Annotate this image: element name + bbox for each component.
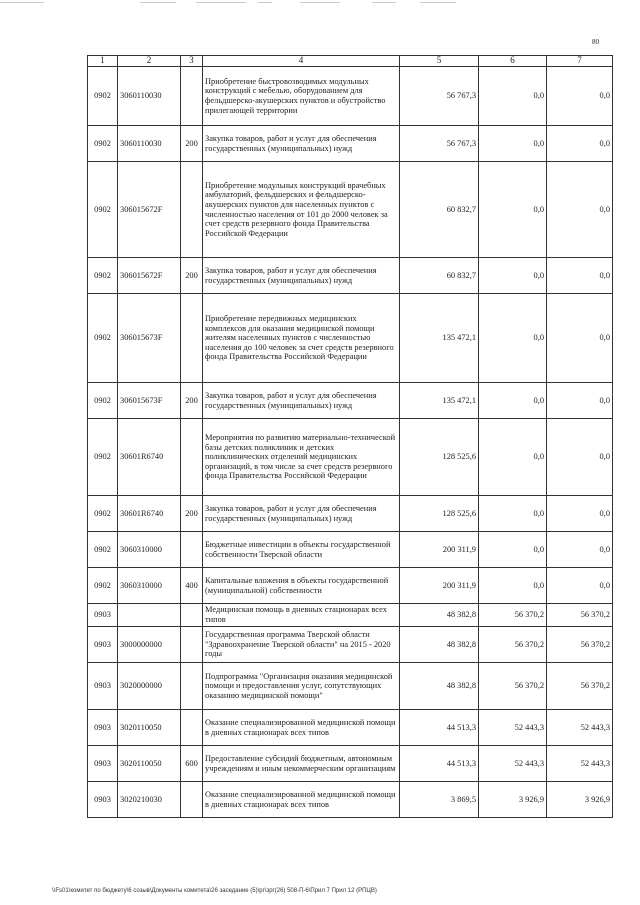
description-cell: Капитальные вложения в объекты государственной (муниципальной) собственности bbox=[203, 568, 400, 604]
section-code-cell: 0903 bbox=[88, 663, 118, 710]
target-article-cell: 3060110030 bbox=[118, 126, 181, 162]
page-number: 80 bbox=[592, 38, 599, 46]
amount-col7-cell: 0,0 bbox=[547, 162, 613, 258]
description-cell: Оказание специализированной медицинской помощи в дневных стационарах всех типов bbox=[203, 782, 400, 818]
description-cell: Приобретение модульных конструкций врачебных амбулаторий, фельдшерских и фельдшерско-акушерских пунктов для населенных пунктов с численностью населения от 101 до 2000 человек за счет средств резервного фонда Правительства Российской Федерации bbox=[203, 162, 400, 258]
description-cell: Закупка товаров, работ и услуг для обеспечения государственных (муниципальных) нужд bbox=[203, 258, 400, 294]
amount-col5-cell: 3 869,5 bbox=[400, 782, 479, 818]
expense-type-cell bbox=[181, 663, 203, 710]
column-header: 2 bbox=[118, 56, 181, 67]
section-code-cell: 0902 bbox=[88, 419, 118, 496]
amount-col5-cell: 56 767,3 bbox=[400, 67, 479, 126]
target-article-cell: 3020000000 bbox=[118, 663, 181, 710]
section-code-cell: 0903 bbox=[88, 746, 118, 782]
section-code-cell: 0902 bbox=[88, 568, 118, 604]
description-cell: Мероприятия по развитию материально-технической базы детских поликлиник и детских поликлинических отделений медицинских организаций, в том числе за счет средств резервного фонда Правительства Российской Федерации bbox=[203, 419, 400, 496]
target-article-cell: 306015673F bbox=[118, 294, 181, 383]
expense-type-cell bbox=[181, 782, 203, 818]
amount-col5-cell: 128 525,6 bbox=[400, 496, 479, 532]
section-code-cell: 0902 bbox=[88, 294, 118, 383]
description-cell: Закупка товаров, работ и услуг для обеспечения государственных (муниципальных) нужд bbox=[203, 496, 400, 532]
expense-type-cell: 200 bbox=[181, 496, 203, 532]
target-article-cell: 306015673F bbox=[118, 383, 181, 419]
amount-col6-cell: 56 370,2 bbox=[479, 663, 547, 710]
table-row bbox=[88, 258, 613, 294]
amount-col6-cell: 0,0 bbox=[479, 126, 547, 162]
table-row bbox=[88, 162, 613, 258]
expense-type-cell bbox=[181, 604, 203, 627]
description-cell: Приобретение передвижных медицинских комплексов для оказания медицинской помощи жителям населенных пунктов с численностью населения до 100 человек за счет средств резервного фонда Правительства Российской Федерации bbox=[203, 294, 400, 383]
table-row bbox=[88, 568, 613, 604]
table-header-row bbox=[88, 56, 613, 67]
amount-col5-cell: 48 382,8 bbox=[400, 627, 479, 663]
target-article-cell: 30601R6740 bbox=[118, 419, 181, 496]
amount-col7-cell: 0,0 bbox=[547, 532, 613, 568]
amount-col5-cell: 48 382,8 bbox=[400, 663, 479, 710]
target-article-cell: 3020110050 bbox=[118, 746, 181, 782]
description-cell: Подпрограмма "Организация оказания медицинской помощи и предоставления услуг, сопутствующих оказанию медицинской помощи" bbox=[203, 663, 400, 710]
amount-col7-cell: 0,0 bbox=[547, 126, 613, 162]
expense-type-cell: 400 bbox=[181, 568, 203, 604]
column-header: 6 bbox=[479, 56, 547, 67]
expense-type-cell bbox=[181, 419, 203, 496]
table-row bbox=[88, 383, 613, 419]
table-row bbox=[88, 419, 613, 496]
amount-col7-cell: 0,0 bbox=[547, 496, 613, 532]
expense-type-cell bbox=[181, 627, 203, 663]
table-row bbox=[88, 604, 613, 627]
section-code-cell: 0902 bbox=[88, 383, 118, 419]
target-article-cell: 3060110030 bbox=[118, 67, 181, 126]
amount-col6-cell: 0,0 bbox=[479, 496, 547, 532]
amount-col7-cell: 0,0 bbox=[547, 383, 613, 419]
expense-type-cell: 200 bbox=[181, 258, 203, 294]
description-cell: Государственная программа Тверской области "Здравоохранение Тверской области" на 2015 - 2020 годы bbox=[203, 627, 400, 663]
section-code-cell: 0902 bbox=[88, 126, 118, 162]
amount-col7-cell: 56 370,2 bbox=[547, 663, 613, 710]
scan-artifact-line bbox=[0, 2, 460, 6]
section-code-cell: 0902 bbox=[88, 532, 118, 568]
expense-type-cell: 200 bbox=[181, 126, 203, 162]
target-article-cell: 306015672F bbox=[118, 258, 181, 294]
section-code-cell: 0902 bbox=[88, 258, 118, 294]
amount-col6-cell: 0,0 bbox=[479, 568, 547, 604]
expense-type-cell bbox=[181, 710, 203, 746]
amount-col5-cell: 128 525,6 bbox=[400, 419, 479, 496]
amount-col6-cell: 0,0 bbox=[479, 383, 547, 419]
amount-col7-cell: 0,0 bbox=[547, 568, 613, 604]
description-cell: Закупка товаров, работ и услуг для обеспечения государственных (муниципальных) нужд bbox=[203, 383, 400, 419]
amount-col5-cell: 48 382,8 bbox=[400, 604, 479, 627]
description-cell: Закупка товаров, работ и услуг для обеспечения государственных (муниципальных) нужд bbox=[203, 126, 400, 162]
column-header: 1 bbox=[88, 56, 118, 67]
amount-col5-cell: 200 311,9 bbox=[400, 532, 479, 568]
section-code-cell: 0902 bbox=[88, 496, 118, 532]
amount-col6-cell: 0,0 bbox=[479, 532, 547, 568]
target-article-cell: 3060310000 bbox=[118, 532, 181, 568]
table-row bbox=[88, 532, 613, 568]
section-code-cell: 0902 bbox=[88, 162, 118, 258]
description-cell: Приобретение быстровозводимых модульных конструкций с мебелью, оборудованием для фельдшерско-акушерских пунктов и обустройство прилегающей территории bbox=[203, 67, 400, 126]
section-code-cell: 0903 bbox=[88, 710, 118, 746]
target-article-cell: 3000000000 bbox=[118, 627, 181, 663]
amount-col7-cell: 56 370,2 bbox=[547, 627, 613, 663]
amount-col7-cell: 0,0 bbox=[547, 294, 613, 383]
amount-col7-cell: 0,0 bbox=[547, 258, 613, 294]
description-cell: Предоставление субсидий бюджетным, автономным учреждениям и иным некоммерческим организациям bbox=[203, 746, 400, 782]
table-row bbox=[88, 627, 613, 663]
column-header: 3 bbox=[181, 56, 203, 67]
amount-col7-cell: 56 370,2 bbox=[547, 604, 613, 627]
target-article-cell: 3060310000 bbox=[118, 568, 181, 604]
amount-col5-cell: 44 513,3 bbox=[400, 746, 479, 782]
expense-type-cell bbox=[181, 532, 203, 568]
amount-col7-cell: 0,0 bbox=[547, 67, 613, 126]
column-header: 4 bbox=[203, 56, 400, 67]
amount-col6-cell: 56 370,2 bbox=[479, 627, 547, 663]
column-header: 5 bbox=[400, 56, 479, 67]
table-row bbox=[88, 663, 613, 710]
target-article-cell: 3020110050 bbox=[118, 710, 181, 746]
file-path-footer: \\Fs01\комитет по бюджету\6 созыв\Документы комитета\26 заседание (5)\рг\зрг(26) 508-П-6\Прил 7 Прил 12 (РПЦВ) bbox=[52, 888, 377, 894]
table-row bbox=[88, 294, 613, 383]
amount-col7-cell: 52 443,3 bbox=[547, 746, 613, 782]
amount-col5-cell: 60 832,7 bbox=[400, 258, 479, 294]
description-cell: Бюджетные инвестиции в объекты государственной собственности Тверской области bbox=[203, 532, 400, 568]
expense-type-cell bbox=[181, 162, 203, 258]
amount-col6-cell: 52 443,3 bbox=[479, 710, 547, 746]
table-row bbox=[88, 126, 613, 162]
target-article-cell bbox=[118, 604, 181, 627]
amount-col6-cell: 3 926,9 bbox=[479, 782, 547, 818]
amount-col5-cell: 135 472,1 bbox=[400, 294, 479, 383]
amount-col7-cell: 3 926,9 bbox=[547, 782, 613, 818]
section-code-cell: 0902 bbox=[88, 67, 118, 126]
expense-type-cell: 200 bbox=[181, 383, 203, 419]
amount-col7-cell: 0,0 bbox=[547, 419, 613, 496]
description-cell: Оказание специализированной медицинской помощи в дневных стационарах всех типов bbox=[203, 710, 400, 746]
amount-col6-cell: 0,0 bbox=[479, 258, 547, 294]
column-header: 7 bbox=[547, 56, 613, 67]
amount-col6-cell: 52 443,3 bbox=[479, 746, 547, 782]
expense-type-cell: 600 bbox=[181, 746, 203, 782]
table-row bbox=[88, 710, 613, 746]
budget-table bbox=[87, 55, 613, 818]
table-row bbox=[88, 746, 613, 782]
section-code-cell: 0903 bbox=[88, 604, 118, 627]
amount-col5-cell: 200 311,9 bbox=[400, 568, 479, 604]
target-article-cell: 306015672F bbox=[118, 162, 181, 258]
table-row bbox=[88, 496, 613, 532]
target-article-cell: 3020210030 bbox=[118, 782, 181, 818]
table-row bbox=[88, 782, 613, 818]
expense-type-cell bbox=[181, 67, 203, 126]
description-cell: Медицинская помощь в дневных стационарах всех типов bbox=[203, 604, 400, 627]
amount-col6-cell: 0,0 bbox=[479, 294, 547, 383]
amount-col5-cell: 56 767,3 bbox=[400, 126, 479, 162]
section-code-cell: 0903 bbox=[88, 627, 118, 663]
amount-col6-cell: 0,0 bbox=[479, 162, 547, 258]
section-code-cell: 0903 bbox=[88, 782, 118, 818]
table-row bbox=[88, 67, 613, 126]
target-article-cell: 30601R6740 bbox=[118, 496, 181, 532]
amount-col6-cell: 56 370,2 bbox=[479, 604, 547, 627]
amount-col5-cell: 60 832,7 bbox=[400, 162, 479, 258]
amount-col5-cell: 44 513,3 bbox=[400, 710, 479, 746]
amount-col6-cell: 0,0 bbox=[479, 419, 547, 496]
amount-col5-cell: 135 472,1 bbox=[400, 383, 479, 419]
amount-col7-cell: 52 443,3 bbox=[547, 710, 613, 746]
amount-col6-cell: 0,0 bbox=[479, 67, 547, 126]
expense-type-cell bbox=[181, 294, 203, 383]
